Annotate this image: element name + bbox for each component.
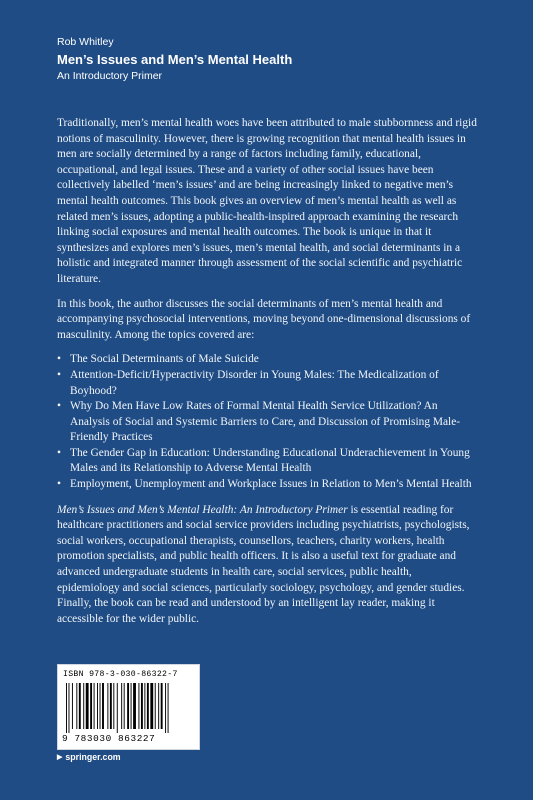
book-title: Men’s Issues and Men’s Mental Health [57, 52, 293, 67]
book-title-italic: Men’s Issues and Men’s Mental Health: An Introductory Primer [57, 503, 348, 516]
isbn-barcode [57, 664, 200, 750]
bullet-icon: • [57, 368, 61, 381]
website-label: springer.com [65, 752, 121, 762]
bullet-icon: • [57, 446, 61, 459]
bullet-icon: • [57, 400, 61, 413]
blurb-paragraph-3: Men’s Issues and Men’s Mental Health: An Introductory Primer is essential reading for healthcare practitioners and social service providers including psychiatrists, psychologists, social workers, occupational therapists, counsellors, teachers, charity workers, health promotion specialists, and public health officers. It is also a useful text for graduate and advanced undergraduate students in health care, social services, public health, epidemiology and social sciences, particularly sociology, psychology, and gender studies. Finally, the book can be read and understood by an intelligent lay reader, making it accessible for the wider public. [57, 503, 470, 625]
publisher-website[interactable] [57, 752, 121, 762]
back-cover-header [57, 36, 292, 83]
bullet-icon: • [57, 478, 61, 491]
blurb-paragraph-1: Traditionally, men’s mental health woes have been attributed to male stubbornness and rigid notions of masculinity. However, there is growing recognition that mental health issues in men are socially determined by a range of factors including family, educational, occupational, and legal issues. These and a variety of other social issues have been collectively labelled ‘men’s issues’ and are being increasingly linked to negative men’s mental health outcomes. This book gives an overview of men’s mental health as well as related men’s issues, adopting a public-health-inspired approach examining the research linking social exposures and mental health outcomes. The book is unique in that it synthesizes and explores men’s issues, men’s mental health, and social determinants in a holistic and integrated manner through assessment of the social scientific and psychiatric literature. [57, 117, 477, 285]
isbn-label: ISBN 978-3-030-86322-7 [63, 670, 178, 679]
topics-list [57, 352, 477, 492]
topic-item: • Why Do Men Have Low Rates of Formal Mental Health Service Utilization? An Analysis of Social and Systemic Barriers to Care, and Discussion of Promising Male-Friendly Practices [57, 400, 461, 444]
blurb-paragraph-2: In this book, the author discusses the social determinants of men’s mental health and accompanying psychosocial interventions, moving beyond one-dimensional discussions of masculinity. Among the topics covered are: [57, 297, 471, 341]
topic-item: • The Gender Gap in Education: Understanding Educational Underachievement in Young Males and its Relationship to Adverse Mental Health [57, 446, 470, 475]
barcode-icon [64, 683, 193, 733]
topic-item: • Employment, Unemployment and Workplace Issues in Relation to Men’s Mental Health [57, 477, 477, 493]
arrow-right-icon: ▶ [57, 754, 63, 761]
author-name: Rob Whitley [57, 36, 114, 48]
topic-item: • The Social Determinants of Male Suicide [57, 352, 477, 368]
blurb [57, 116, 477, 636]
topic-item: • Attention-Deficit/Hyperactivity Disorder in Young Males: The Medicalization of Boyhood? [57, 368, 439, 397]
book-subtitle: An Introductory Primer [57, 70, 163, 82]
barcode-digits: 9 783030 863227 [62, 733, 156, 744]
bullet-icon: • [57, 353, 61, 366]
